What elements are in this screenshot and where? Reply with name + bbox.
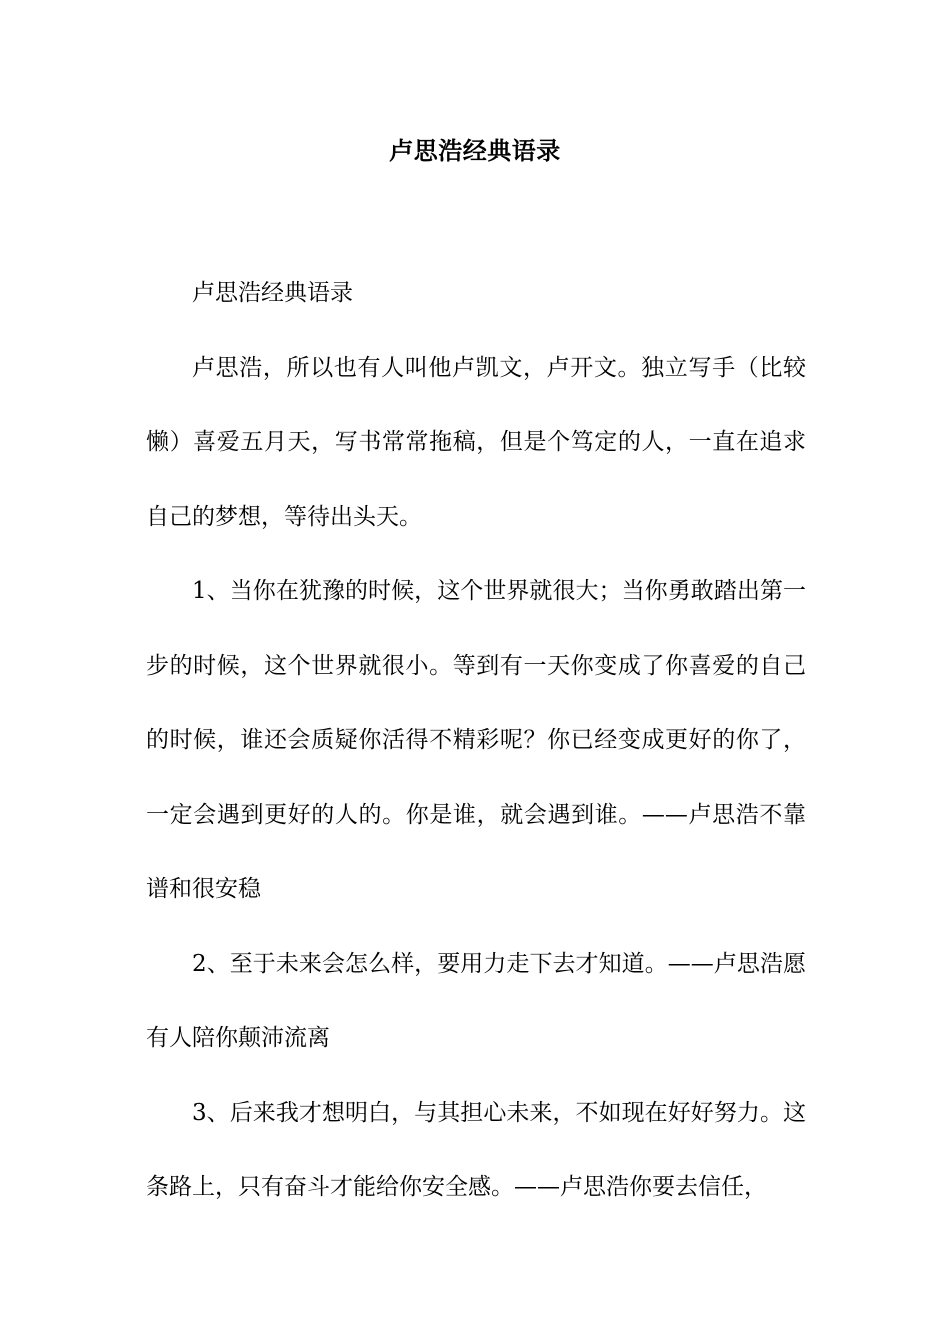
document-body xyxy=(146,256,806,1225)
document-title: 卢思浩经典语录 xyxy=(389,136,561,165)
paragraph-heading: 卢思浩经典语录 xyxy=(192,280,353,306)
paragraph-intro: 卢思浩，所以也有人叫他卢凯文，卢开文。独立写手（比较懒）喜爱五月天，写书常常拖稿，但是个笃定的人，一直在追求自己的梦想，等待出头天。 xyxy=(146,354,806,530)
paragraph-quote-1: 1、当你在犹豫的时候，这个世界就很大；当你勇敢踏出第一步的时候，这个世界就很小。等到有一天你变成了你喜爱的自己的时候，谁还会质疑你活得不精彩呢？你已经变成更好的你了，一定会遇到更好的人的。你是谁，就会遇到谁。——卢思浩不靠谱和很安稳 xyxy=(146,578,806,902)
paragraph-quote-2: 2、至于未来会怎么样，要用力走下去才知道。——卢思浩愿有人陪你颠沛流离 xyxy=(146,950,806,1051)
paragraph-quote-3: 3、后来我才想明白，与其担心未来，不如现在好好努力。这条路上，只有奋斗才能给你安全感。——卢思浩你要去信任， xyxy=(146,1099,806,1200)
